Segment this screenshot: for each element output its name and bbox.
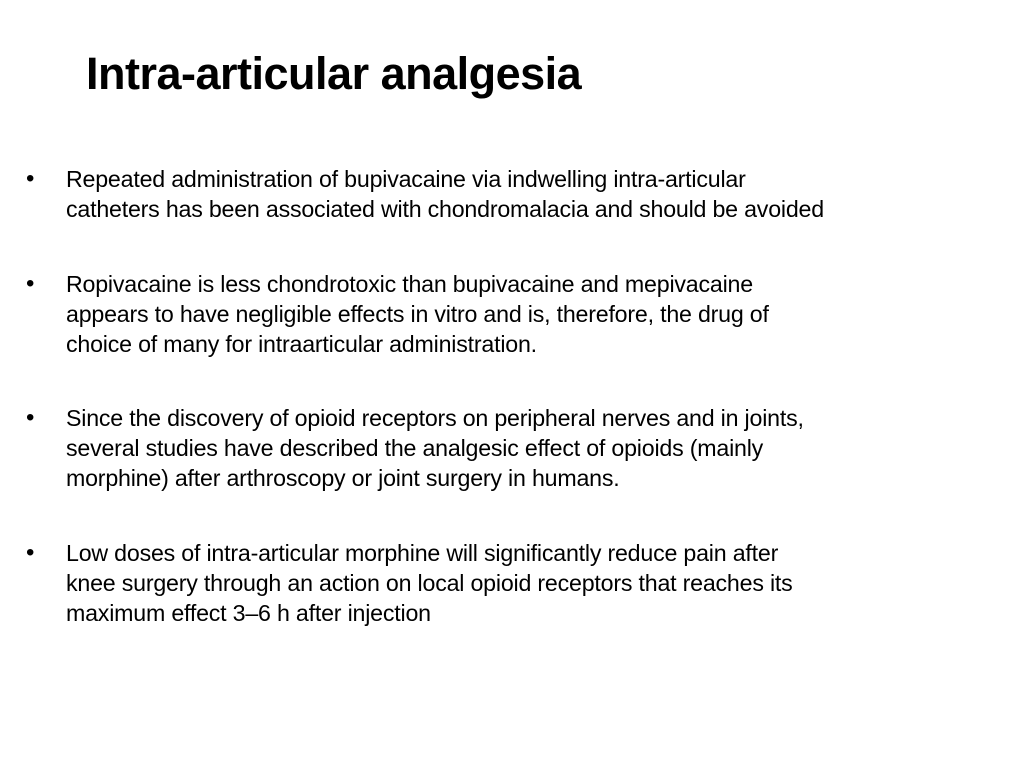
bullet-dot-icon: • [26, 404, 35, 431]
bullet-text [66, 538, 1018, 628]
bullet-line: Repeated administration of bupivacaine via indwelling intra-articular [66, 166, 746, 192]
bullet-line: several studies have described the analgesic effect of opioids (mainly [66, 435, 764, 461]
bullet-line: Low doses of intra-articular morphine will significantly reduce pain after [66, 540, 779, 566]
bullet-dot-icon: • [26, 165, 35, 192]
bullet-text [66, 403, 1018, 493]
bullet-line: maximum effect 3–6 h after injection [66, 600, 431, 626]
bullet-line: catheters has been associated with chondromalacia and should be avoided [66, 196, 824, 222]
bullet-text [66, 269, 1018, 359]
bullet-dot-icon: • [26, 270, 35, 297]
bullet-line: appears to have negligible effects in vitro and is, therefore, the drug of [66, 301, 769, 327]
slide-title: Intra-articular analgesia [86, 48, 582, 99]
bullet-text [66, 164, 1018, 224]
bullet-line: Ropivacaine is less chondrotoxic than bupivacaine and mepivacaine [66, 271, 753, 297]
bullet-line: Since the discovery of opioid receptors on peripheral nerves and in joints, [66, 405, 804, 431]
bullet-line: knee surgery through an action on local opioid receptors that reaches its [66, 570, 793, 596]
bullet-dot-icon: • [26, 539, 35, 566]
bullet-line: morphine) after arthroscopy or joint surgery in humans. [66, 465, 620, 491]
bullet-line: choice of many for intraarticular administration. [66, 331, 537, 357]
